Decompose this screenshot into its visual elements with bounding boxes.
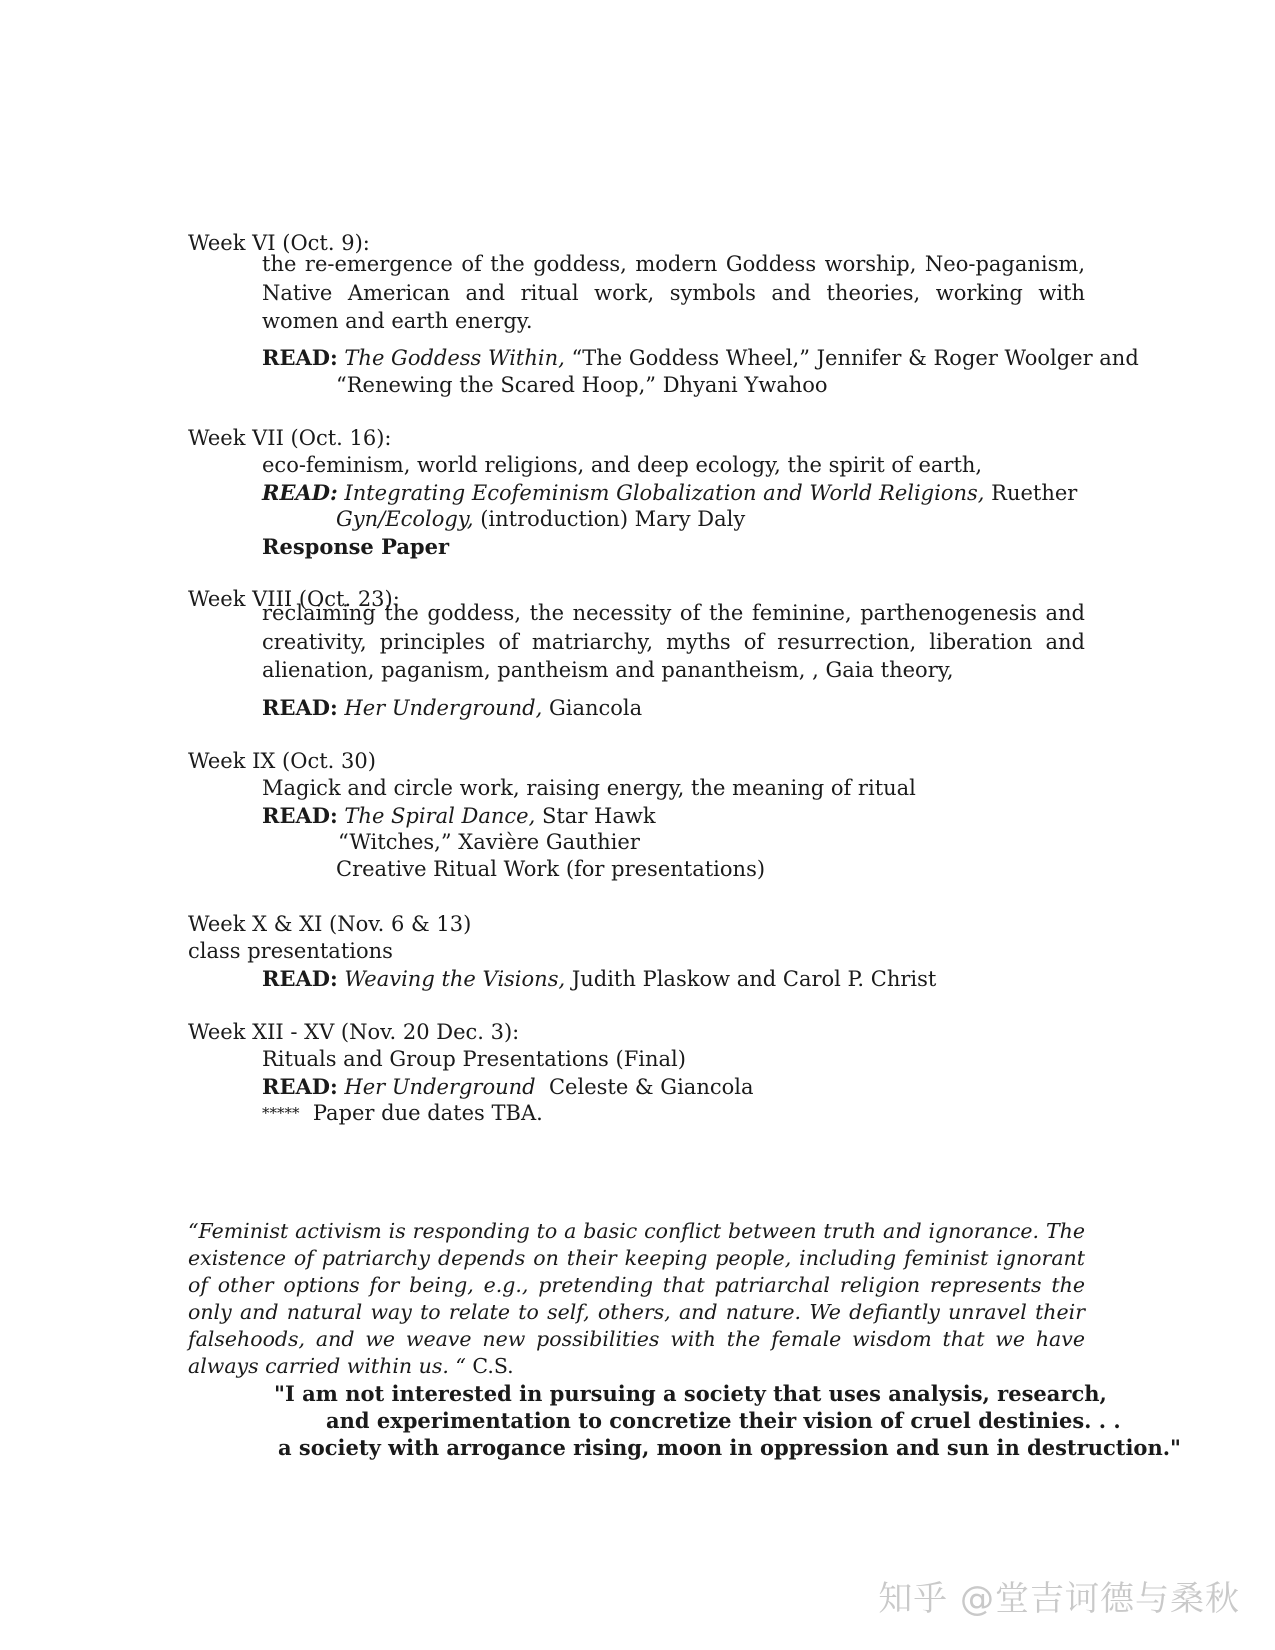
- week-description: reclaiming the goddess, the necessity of the feminine, parthenogenesis and creativity, principles of matriarchy, myths of resurrection, liberation and alienation, paganism, pantheism and panantheism, , Gaia theory,: [262, 601, 1085, 682]
- reading-rest: Celeste & Giancola: [535, 1075, 754, 1099]
- reading-rest: Giancola: [542, 696, 643, 720]
- feminist-quote: [188, 1218, 1085, 1380]
- reading-rest: Judith Plaskow and Carol P. Christ: [565, 967, 937, 991]
- week-description: Magick and circle work, raising energy, the meaning of ritual: [262, 776, 916, 800]
- reading-rest: “The Goddess Wheel,” Jennifer & Roger Woolger and: [564, 346, 1139, 370]
- week-heading: Week IX (Oct. 30): [188, 749, 376, 773]
- reading-line-2: “Witches,” Xavière Gauthier: [338, 830, 640, 854]
- reading-title: Weaving the Visions,: [344, 967, 566, 991]
- note-stars: *****: [262, 1104, 300, 1122]
- note-text: Paper due dates TBA.: [312, 1101, 543, 1125]
- week-description: class presentations: [188, 939, 393, 963]
- bold-quote-line: and experimentation to concretize their vision of cruel destinies. . .: [326, 1408, 1121, 1433]
- week-heading: Week VI (Oct. 9):: [188, 231, 370, 255]
- read-label: READ:: [262, 966, 338, 991]
- week-description: the re-emergence of the goddess, modern Goddess worship, Neo-paganism, Native American and ritual work, symbols and theories, working with women and earth energy.: [262, 252, 1085, 333]
- read-label: READ:: [262, 480, 338, 505]
- reading-line: [262, 694, 642, 722]
- bold-quote-line: "I am not interested in pursuing a society that uses analysis, research,: [274, 1381, 1107, 1406]
- reading-line: [262, 802, 656, 830]
- reading-rest: Ruether: [984, 481, 1078, 505]
- paper-note: [262, 1100, 543, 1127]
- reading-line-2: [336, 506, 745, 533]
- reading-line: [262, 344, 1139, 372]
- week-heading: Week XII - XV (Nov. 20 Dec. 3):: [188, 1020, 520, 1044]
- week-heading: Week VII (Oct. 16):: [188, 426, 392, 450]
- reading-line: [262, 965, 936, 993]
- reading-rest: Star Hawk: [535, 804, 656, 828]
- reading-title: Her Underground,: [344, 696, 543, 720]
- week-heading: Week X & XI (Nov. 6 & 13): [188, 912, 472, 936]
- week-heading: Week VIII (Oct. 23):: [188, 587, 400, 611]
- reading-line-3: Creative Ritual Work (for presentations): [336, 857, 766, 881]
- bold-quote-line: a society with arrogance rising, moon in oppression and sun in destruction.": [278, 1435, 1181, 1460]
- response-paper-label: Response Paper: [262, 534, 450, 559]
- read-label: READ:: [262, 695, 338, 720]
- week-description: Rituals and Group Presentations (Final): [262, 1047, 686, 1071]
- reading-title: Her Underground: [344, 1075, 536, 1099]
- reading-line: [262, 479, 1077, 507]
- reading-title: The Goddess Within,: [344, 346, 565, 370]
- zhihu-watermark: 知乎 @堂吉诃德与桑秋: [878, 1579, 1240, 1619]
- read-label: READ:: [262, 1074, 338, 1099]
- reading-line: [262, 1073, 753, 1101]
- quote-text: “Feminist activism is responding to a basic conflict between truth and ignorance. The existence of patriarchy depends on their keeping people, including feminist ignorant of other options for being, e.g., pretending that patriarchal religion represents the only and natural way to relate to self, others, and nature. We defiantly unravel their falsehoods, and we weave new possibilities with the female wisdom that we have always carried within us. “: [188, 1219, 1085, 1378]
- read-label: READ:: [262, 345, 338, 370]
- reading-line-2: “Renewing the Scared Hoop,” Dhyani Ywahoo: [336, 373, 828, 397]
- reading-rest: (introduction) Mary Daly: [473, 507, 746, 531]
- week-description: eco-feminism, world religions, and deep ecology, the spirit of earth,: [262, 453, 983, 477]
- reading-title: Integrating Ecofeminism Globalization and World Religions,: [344, 481, 985, 505]
- reading-title: The Spiral Dance,: [344, 804, 536, 828]
- reading-title: Gyn/Ecology,: [336, 507, 474, 531]
- quote-signature: C.S.: [465, 1354, 514, 1378]
- read-label: READ:: [262, 803, 338, 828]
